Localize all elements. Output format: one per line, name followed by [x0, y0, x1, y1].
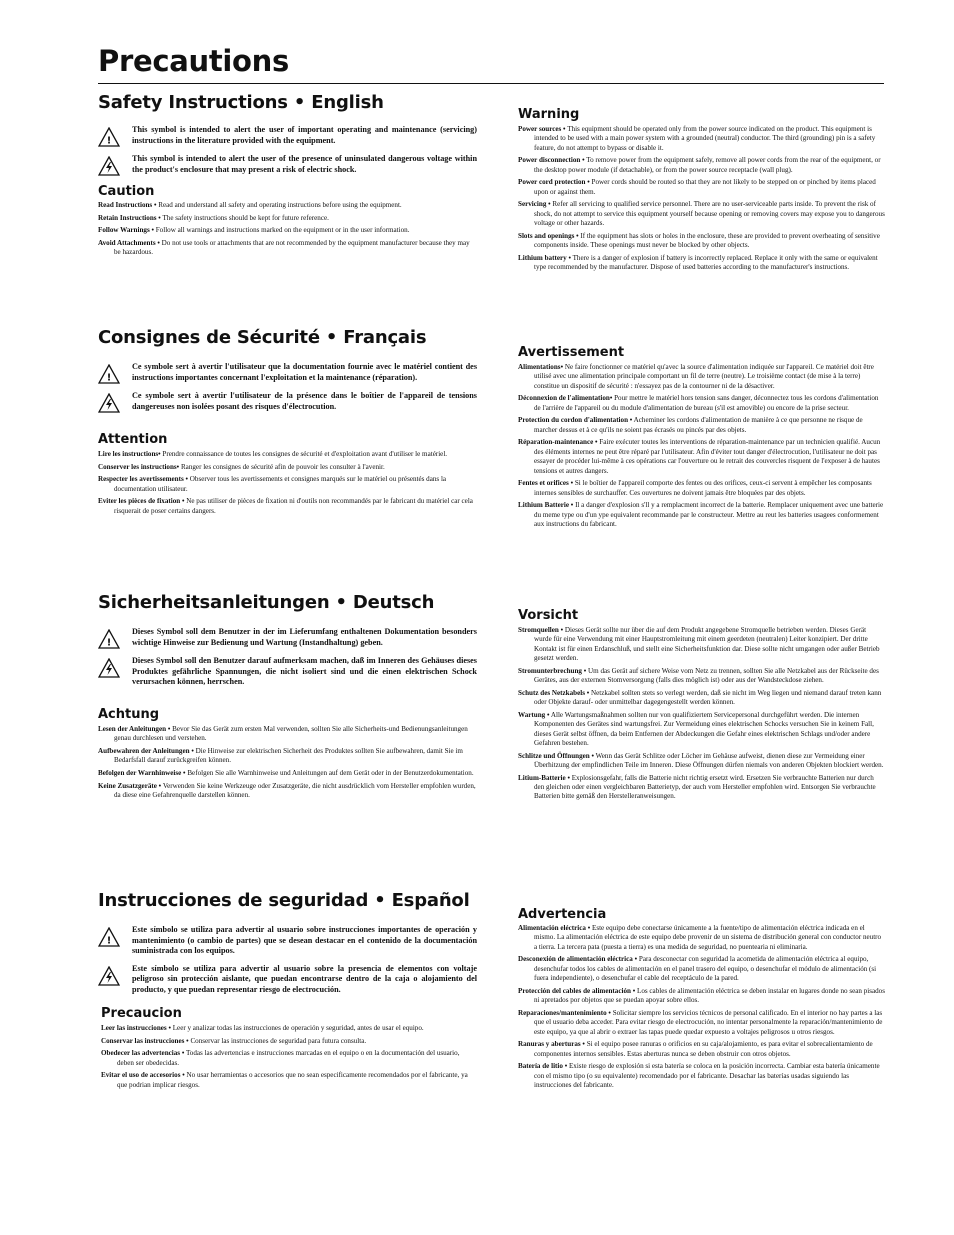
list-item: Protección del cables de alimentación • Los cables de alimentación eléctrica se deben instalar en lugares donde no sean pisados ni apretados por objetos que se puedan apoyar sobre ellos.: [518, 986, 885, 1005]
list-item: Power cord protection • Power cords should be routed so that they are not likely to be stepped on or pinched by items placed upon or against them.: [518, 178, 876, 196]
list-item: Schutz des Netzkabels • Netzkabel sollten stets so verlegt werden, daß sie nicht im Weg liegen und niemand darauf treten kann oder Objekte darauf- oder unmittelbar dagegengestellt werden können.: [518, 688, 882, 707]
list-item: Reparaciones/mantenimiento • Solicitar siempre los servicios técnicos de personal calificado. En el interior no hay partes a las que el usuario deba acceder. Para evitar riesgo de electrocución, no intentar personalmente la reparación/mantenimiento de este equipo, ya que al abrir o extraer las tapas puede quedar expuesto a voltajes peligrosos u otros riesgos.: [518, 1008, 883, 1036]
caution-triangle-icon: [98, 127, 120, 147]
german-vorsicht-heading: Vorsicht: [518, 608, 579, 623]
list-item: Schlitze und Öffnungen • Wenn das Gerät Schlitze oder Löcher im Gehäuse aufweist, dienen diese zur Vermeidung einer Überhitzung der empfindlichen Teile im Inneren. Diese Öffnungen dürfen niemals von anderen Objekten blockiert werden.: [518, 751, 884, 770]
spanish-precaucion-list: [101, 1024, 477, 1093]
list-item: Litium-Batterie • Explosionsgefahr, falls die Batterie nicht richtig ersetzt wird. Ersetzen Sie verbrauchte Batterien nur durch den gleichen oder einen vergleichbaren Batterietyp, der auch vom Hersteller empfohlen wird. Entsorgen Sie verbrauchte Batterien bitte gemäß den Herstelleranweisungen.: [518, 773, 876, 801]
lightning-triangle-icon: [98, 156, 120, 176]
svg-text:!: !: [106, 135, 112, 147]
list-item: Protection du cordon d'alimentation • Acheminer les cordons d'alimentation de manière à ce que personne ne risque de marcher dessus et à ce qu'ils ne soient pas écrasés ou pincés par des objets.: [518, 416, 863, 434]
list-item: Leer las instrucciones • Leer y analizar todas las instrucciones de operación y seguridad, antes de usar el equipo.: [101, 1024, 424, 1032]
french-avertissement-heading: Avertissement: [518, 345, 625, 360]
german-symbols: [98, 627, 477, 695]
spanish-advertencia-list: [518, 924, 885, 1094]
svg-text:!: !: [106, 637, 112, 649]
list-item: Evitar el uso de accesorios • No usar herramientas o accesorios que no sean especificamente recomendados por el fabricante, ya que podrian implicar riesgos.: [101, 1071, 468, 1089]
list-item: Read Instructions • Read and understand all safety and operating instructions before using the equipment.: [98, 201, 402, 209]
spanish-shock-symbol-row: [98, 964, 477, 996]
page-title: Precautions: [98, 44, 289, 78]
english-shock-symbol-row: [98, 154, 477, 176]
list-item: Lithium battery • There is a danger of explosion if battery is incorrectly replaced. Replace it only with the same or equivalent type recommended by the manufacturer. Dispose of used batteries according to the manufacturer's instructions.: [518, 253, 878, 272]
english-caution-symbol-row: [98, 125, 477, 147]
list-item: Stromunterbrechung • Um das Gerät auf sichere Weise vom Netz zu trennen, sollten Sie alle Netzkabel aus der Rückseite des Gerätes, aus der externen Stomversorgung (falls dies möglich ist) oder aus der Wandsteckdose ziehen.: [518, 666, 879, 685]
english-symbol-1-text: This symbol is intended to alert the user of important operating and maintenance (servicing) instructions in the literature provided with the equipment.: [132, 125, 477, 145]
list-item: Retain Instructions • The safety instructions should be kept for future reference.: [98, 213, 329, 222]
french-caution-symbol-row: [98, 362, 477, 384]
list-item: Stromquellen • Dieses Gerät sollte nur über die auf dem Produkt angegebene Stromquelle betrieben werden. Dieses Gerät wurde für eine Verwendung mit einer Hauptstromleitung mit einem geerdeten (neutralen) Leiter konzipiert. Der dritte Kontakt ist für einen Erdanschluß, und stellt eine Sicherheitsfunktion dar. Diese sollte nicht umgangen oder außer Betrieb gesetzt werden.: [518, 626, 880, 663]
german-symbol-2-text: Dieses Symbol soll den Benutzer darauf aufmerksam machen, daß im Inneren des Gehäuses dieses Produktes gefährliche Spannungen, die nicht isoliert sind und die einen elektrischen Schock verursachen können, herrschen.: [132, 656, 477, 687]
english-warning-heading: Warning: [518, 107, 580, 122]
spanish-symbol-2-text: Este símbolo se utiliza para advertir al usuario sobre la presencia de elementos con voltaje peligroso sin protección aislante, que puedan encontrarse dentro de la caja o alojamiento del producto, y que puedan representar riesgo de electrocución.: [132, 963, 477, 994]
german-vorsicht-list: [518, 626, 885, 805]
title-rule: [98, 83, 884, 84]
german-achtung-list: [98, 725, 477, 804]
german-shock-symbol-row: [98, 656, 477, 688]
list-item: Wartung • Alle Wartungsmaßnahmen sollten nur von qualifiziertem Servicepersonal durchgeführt werden. Die internen Komponenten des Gerätes sind wartungsfrei. Zur Vermeidung eines elektrischen Schocks versuchen Sie in keinem Fall, dieses Gerät selbst öffnen, da beim Entfernen der Abdeckungen die Gefahr eines elektrischen Schlags und/oder andere Gefahren bestehen.: [518, 710, 874, 748]
list-item: Réparation-maintenance • Faire exécuter toutes les interventions de réparation-maintenance par un technicien qualifié. Aucun des éléments internes ne peut être réparé par l'utilisateur. Afin d'éviter tout danger d'électrocution, l'utilisateur ne doit pas essayer de procéder lui-même à ces opérations car l'ouverture ou le retrait des couvercles risquent de l'exposer à de hautes tensions et autres dangers.: [518, 438, 881, 475]
list-item: Lithium Batterie • Il a danger d'explosion s'll y a remplacment incorrect de la batterie. Remplacer uniquement avec une batterie du meme type ou d'un ype equivalent recommande par le constructeur. Mettre au reut les batteries usagees conformement aux instructions du fabricant.: [518, 501, 884, 529]
list-item: Fentes et orifices • Si le boîtier de l'appareil comporte des fentes ou des orifices, ceux-ci servent à empêcher les composants internes sensibles de surchauffer. Ces ouvertures ne doivent jamais être bloquées par des objets.: [518, 479, 872, 497]
caution-triangle-icon: [98, 629, 120, 649]
caution-triangle-icon: [98, 927, 120, 947]
english-caution-heading: Caution: [98, 184, 155, 199]
list-item: Lesen der Anleitungen • Bevor Sie das Gerät zum ersten Mal verwenden, sollten Sie alle Sicherheits-und Bedienungsanleitungen genau durchlesen und verstehen.: [98, 725, 468, 743]
list-item: Batería de litio • Existe riesgo de explosión si esta batería se coloca en la posición incorrecta. Cambiar esta batería únicamente con el mismo tipo (o su equivalente) recomendado por el fabricante. Desachar las baterías usadas siguiendo las instrucciones del fabricante.: [518, 1062, 880, 1090]
caution-triangle-icon: [98, 364, 120, 384]
list-item: Aufbewahren der Anleitungen • Die Hinweise zur elektrischen Sicherheit des Produktes sollten Sie aufbewahren, damit Sie im Bedarfsfall darauf zurückgreifen können.: [98, 747, 463, 765]
list-item: Obedecer las advertencias • Todas las advertencias e instrucciones marcadas en el equipo o en la documentación del usuario, deben ser obedecidas.: [101, 1049, 460, 1067]
list-item: Desconexión de alimentación eléctrica • Para desconectar con seguridad la acometida de alimentación eléctrica al equipo, desenchufar todos los cables de alimentación en el panel trasero del equipo, o desenchufar el módulo de alimentación (si fuera independiente), o desenchufar el cable del receptáculo de la pared.: [518, 955, 877, 983]
french-attention-heading: Attention: [98, 432, 168, 447]
list-item: Follow Warnings • Follow all warnings and instructions marked on the equipment or in the user information.: [98, 226, 410, 235]
list-item: Lire les instructions• Prendre connaissance de toutes les consignes de sécurité et d'exploitation avant d'utiliser le matériel.: [98, 450, 448, 458]
french-shock-symbol-row: [98, 391, 477, 413]
list-item: Alimentations• Ne faire fonctionner ce matériel qu'avec la source d'alimentation indiquée sur l'appareil. Ce matériel doit être utilisé avec une alimentation principale comportant un fil de terre (neutre). Le troisième contact (de mise à la terre) constitue un dispositif de sécurité : n'essayez pas de la contourner ni de la désactiver.: [518, 363, 874, 390]
french-attention-list: [98, 450, 477, 519]
spanish-symbol-1-text: Este símbolo se utiliza para advertir al usuario sobre instrucciones importantes de operación y mantenimiento (o cambio de partes) que se desean destacar en el contenido de la documentación suministrada con los equipos.: [132, 925, 477, 956]
list-item: Power sources • This equipment should be operated only from the power source indicated on the product. This equipment is intended to be used with a main power system with a grounded (neutral) conductor. The third (grounding) pin is a safety feature, do not attempt to bypass or disable it.: [518, 125, 876, 152]
svg-text:!: !: [106, 935, 112, 947]
list-item: Déconnexion de l'alimentation• Pour mettre le matériel hors tension sans danger, déconnectez tous les cordons d'alimentation de l'arrière de l'appareil ou du module d'alimentation de bureau (s'il est amovible) ou encore de la prise secteur.: [518, 394, 879, 412]
spanish-caution-symbol-row: [98, 925, 477, 957]
french-symbol-2-text: Ce symbole sert à avertir l'utilisateur de la présence dans le boîtier de l'appareil de tensions dangereuses non isolées posant des risques d'électrocution.: [132, 391, 477, 411]
english-heading: Safety Instructions • English: [98, 92, 384, 113]
spanish-precaucion-heading: Precaucion: [101, 1006, 182, 1021]
english-symbols: [98, 125, 477, 183]
spanish-symbols: [98, 925, 477, 1003]
french-avertissement-list: [518, 363, 885, 533]
english-symbol-2-text: This symbol is intended to alert the user of the presence of uninsulated dangerous voltage within the product's enclosure that may present a risk of electric shock.: [132, 154, 477, 174]
lightning-triangle-icon: [98, 393, 120, 413]
spanish-advertencia-heading: Advertencia: [518, 907, 607, 922]
german-symbol-1-text: Dieses Symbol soll dem Benutzer in der im Lieferumfang enthaltenen Dokumentation besonders wichtige Hinweise zur Bedienung und Wartung (Instandhaltung) geben.: [132, 627, 477, 647]
list-item: Power disconnection • To remove power from the equipment safely, remove all power cords from the rear of the equipment, or the desktop power module (if detachable), or from the power source receptacle (wall plug).: [518, 156, 881, 174]
list-item: Keine Zusatzgeräte • Verwenden Sie keine Werkzeuge oder Zusatzgeräte, die nicht ausdrücklich vom Hersteller empfohlen wurden, da diese eine Gefahrenquelle darstellen können.: [98, 781, 476, 799]
german-heading: Sicherheitsanleitungen • Deutsch: [98, 592, 435, 613]
english-caution-list: [98, 201, 477, 261]
list-item: Befolgen der Warnhinweise • Befolgen Sie alle Warnhinweise und Anleitungen auf dem Gerät oder in der Benutzerdokumentation.: [98, 769, 474, 777]
list-item: Respecter les avertissements • Observer tous les avertissements et consignes marqués sur le matériel ou présentés dans la documentation utilisateur.: [98, 475, 447, 493]
french-symbols: [98, 362, 477, 420]
list-item: Alimentación eléctrica • Este equipo debe conectarse únicamente a la fuente/tipo de alimentación eléctrica indicada en el mismo. La alimentación eléctrica de este equipo debe provenir de un sistema de distribución general con conductor neutro a tierra. La tercera pata (puesta a tierra) es una medida de seguridad, no puentearia ni eliminaria.: [518, 924, 882, 951]
list-item: Conservar las instrucciones • Conservar las instrucciones de seguridad para futura consulta.: [101, 1036, 367, 1045]
spanish-heading: Instrucciones de seguridad • Español: [98, 890, 470, 911]
french-symbol-1-text: Ce symbole sert à avertir l'utilisateur que la documentation fournie avec le matériel contient des instructions importantes concernant l'exploitation et la maintenance (réparation).: [132, 362, 477, 382]
german-achtung-heading: Achtung: [98, 707, 160, 722]
list-item: Conserver les instructions• Ranger les consignes de sécurité afin de pouvoir les consulter à l'avenir.: [98, 462, 385, 471]
lightning-triangle-icon: [98, 966, 120, 986]
list-item: Ranuras y aberturas • Si el equipo posee ranuras o orificios en su caja/alojamiento, es para evitar el sobrecalientamiento de componentes internos sensibles. Estas aberturas nunca se deben obstruir con otros objetos.: [518, 1040, 873, 1058]
german-caution-symbol-row: [98, 627, 477, 649]
list-item: Servicing • Refer all servicing to qualified service personnel. There are no user-serviceable parts inside. To prevent the risk of shock, do not attempt to service this equipment yourself because opening or removing covers may expose you to dangerous voltage or other hazards.: [518, 200, 885, 228]
list-item: Avoid Attachments • Do not use tools or attachments that are not recommended by the equipment manufacturer because they may be hazardous.: [98, 238, 470, 257]
english-warning-list: [518, 125, 885, 276]
french-heading: Consignes de Sécurité • Français: [98, 327, 427, 348]
svg-text:!: !: [106, 372, 112, 384]
lightning-triangle-icon: [98, 658, 120, 678]
list-item: Eviter les pièces de fixation • Ne pas utiliser de pièces de fixation ni d'outils non recommandés par le fabricant du matériel car cela risquerait de poser certains dangers.: [98, 497, 473, 515]
list-item: Slots and openings • If the equipment has slots or holes in the enclosure, these are provided to prevent overheating of sensitive components inside. These openings must never be blocked by other objects.: [518, 231, 880, 250]
